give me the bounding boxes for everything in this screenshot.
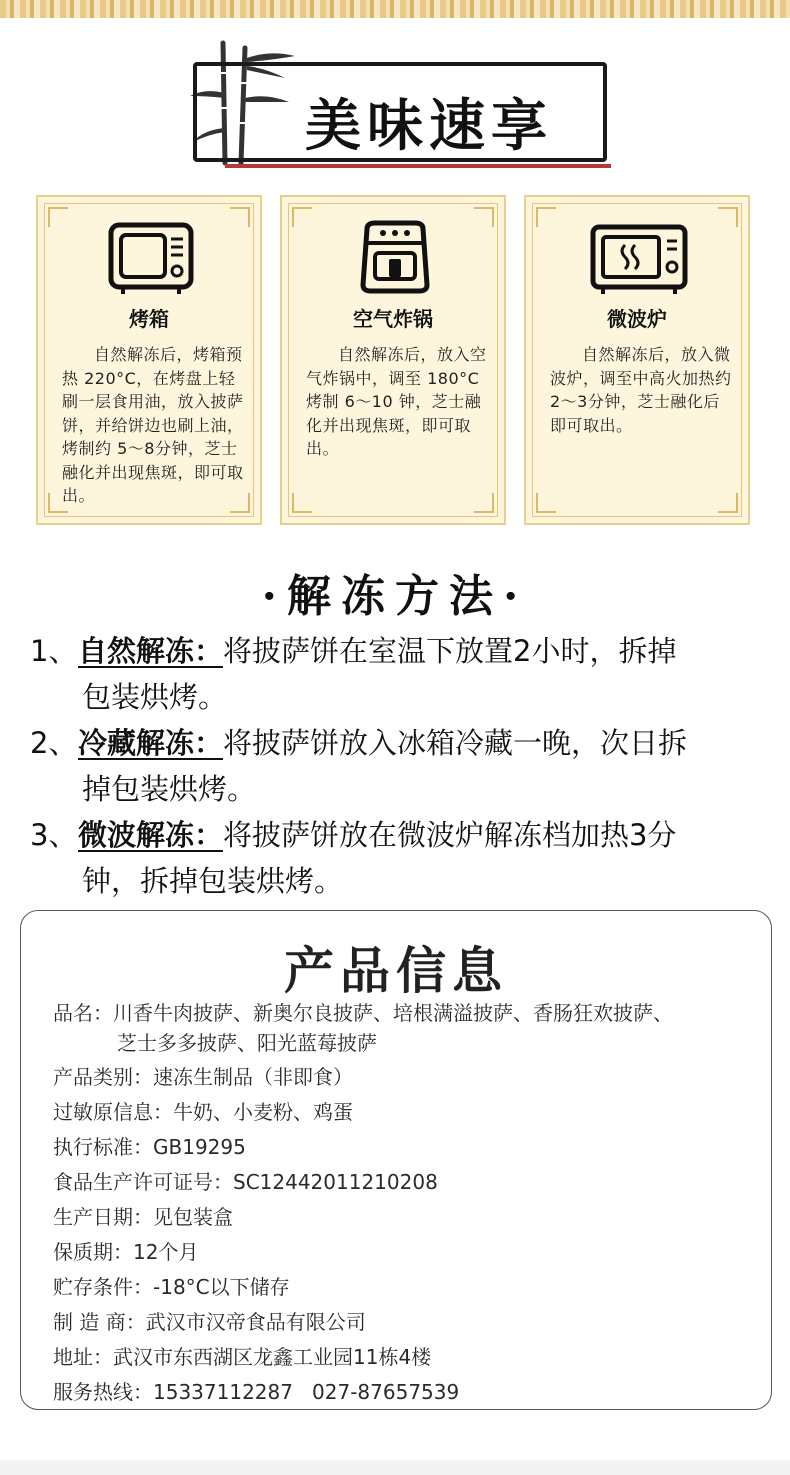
thaw-section-title: ·解冻方法· [261,571,529,622]
step-text: 将披萨饼在室温下放置2小时，拆掉 [223,634,677,668]
info-row-category: 产品类别：速冻生制品（非即食） [53,1065,353,1089]
step-number: 1、 [30,634,78,668]
method-card-microwave [524,195,750,525]
product-name-value: 川香牛肉披萨、新奥尔良披萨、培根满溢披萨、香肠狂欢披萨、 [113,1001,673,1025]
oven-icon [101,219,201,297]
method-name: 微波炉 [607,307,667,331]
step-text-continued: 掉包装烘烤。 [82,772,257,806]
banner-title: 美味速享 [305,93,553,159]
info-row-allergen: 过敏原信息：牛奶、小麦粉、鸡蛋 [53,1100,353,1124]
air-fryer-icon [345,219,445,297]
method-description: 自然解冻后，放入微波炉，调至中高火加热约2～3分钟，芝士融化后即可取出。 [550,345,732,435]
product-name-row [53,997,673,1026]
microwave-icon [589,219,689,297]
step-label: 微波解冻： [78,818,224,852]
method-card-air-fryer [280,195,506,525]
step-label: 冷藏解冻： [78,726,224,760]
step-text: 将披萨饼放在微波炉解冻档加热3分 [223,818,677,852]
product-info-panel [20,910,772,1410]
info-row-storage: 贮存条件：-18°C以下储存 [53,1275,290,1299]
info-row-production-date: 生产日期：见包装盒 [53,1205,233,1229]
product-name-label: 品名： [53,1001,113,1025]
bottom-band [0,1460,790,1475]
info-row-license: 食品生产许可证号：SC12442011210208 [53,1170,438,1194]
method-description: 自然解冻后，烤箱预热 220°C，在烤盘上轻刷一层食用油，放入披萨饼，并给饼边也刷上油，烤制约 5～8分钟，芝士融化并出现焦斑，即可取出。 [62,345,244,505]
step-text-continued: 钟，拆掉包装烘烤。 [82,864,344,898]
step-text: 将披萨饼放入冰箱冷藏一晚，次日拆 [223,726,688,760]
step-label: 自然解冻： [78,634,224,668]
info-row-standard: 执行标准：GB19295 [53,1135,246,1159]
method-name: 烤箱 [129,307,169,331]
info-row-manufacturer: 制 造 商：武汉市汉帝食品有限公司 [53,1310,366,1334]
decorative-top-band [0,0,790,18]
method-name: 空气炸锅 [353,307,433,331]
info-row-hotline: 服务热线：15337112287 027-87657539 [53,1380,460,1404]
product-info-title: 产品信息 [284,941,508,1000]
method-card-oven [36,195,262,525]
banner-underline [225,164,611,168]
step-number: 3、 [30,818,78,852]
product-name-value-continued: 芝士多多披萨、阳光蓝莓披萨 [117,1031,377,1055]
step-number: 2、 [30,726,78,760]
method-description: 自然解冻后，放入空气炸锅中，调至 180°C烤制 6～10 钟，芝士融化并出现焦斑，即可取出。 [306,345,487,458]
header-banner [185,38,615,166]
step-text-continued: 包装烘烤。 [82,680,228,714]
info-row-shelf-life: 保质期：12个月 [53,1240,199,1264]
info-row-address: 地址：武汉市东西湖区龙鑫工业园11栋4楼 [53,1345,432,1369]
